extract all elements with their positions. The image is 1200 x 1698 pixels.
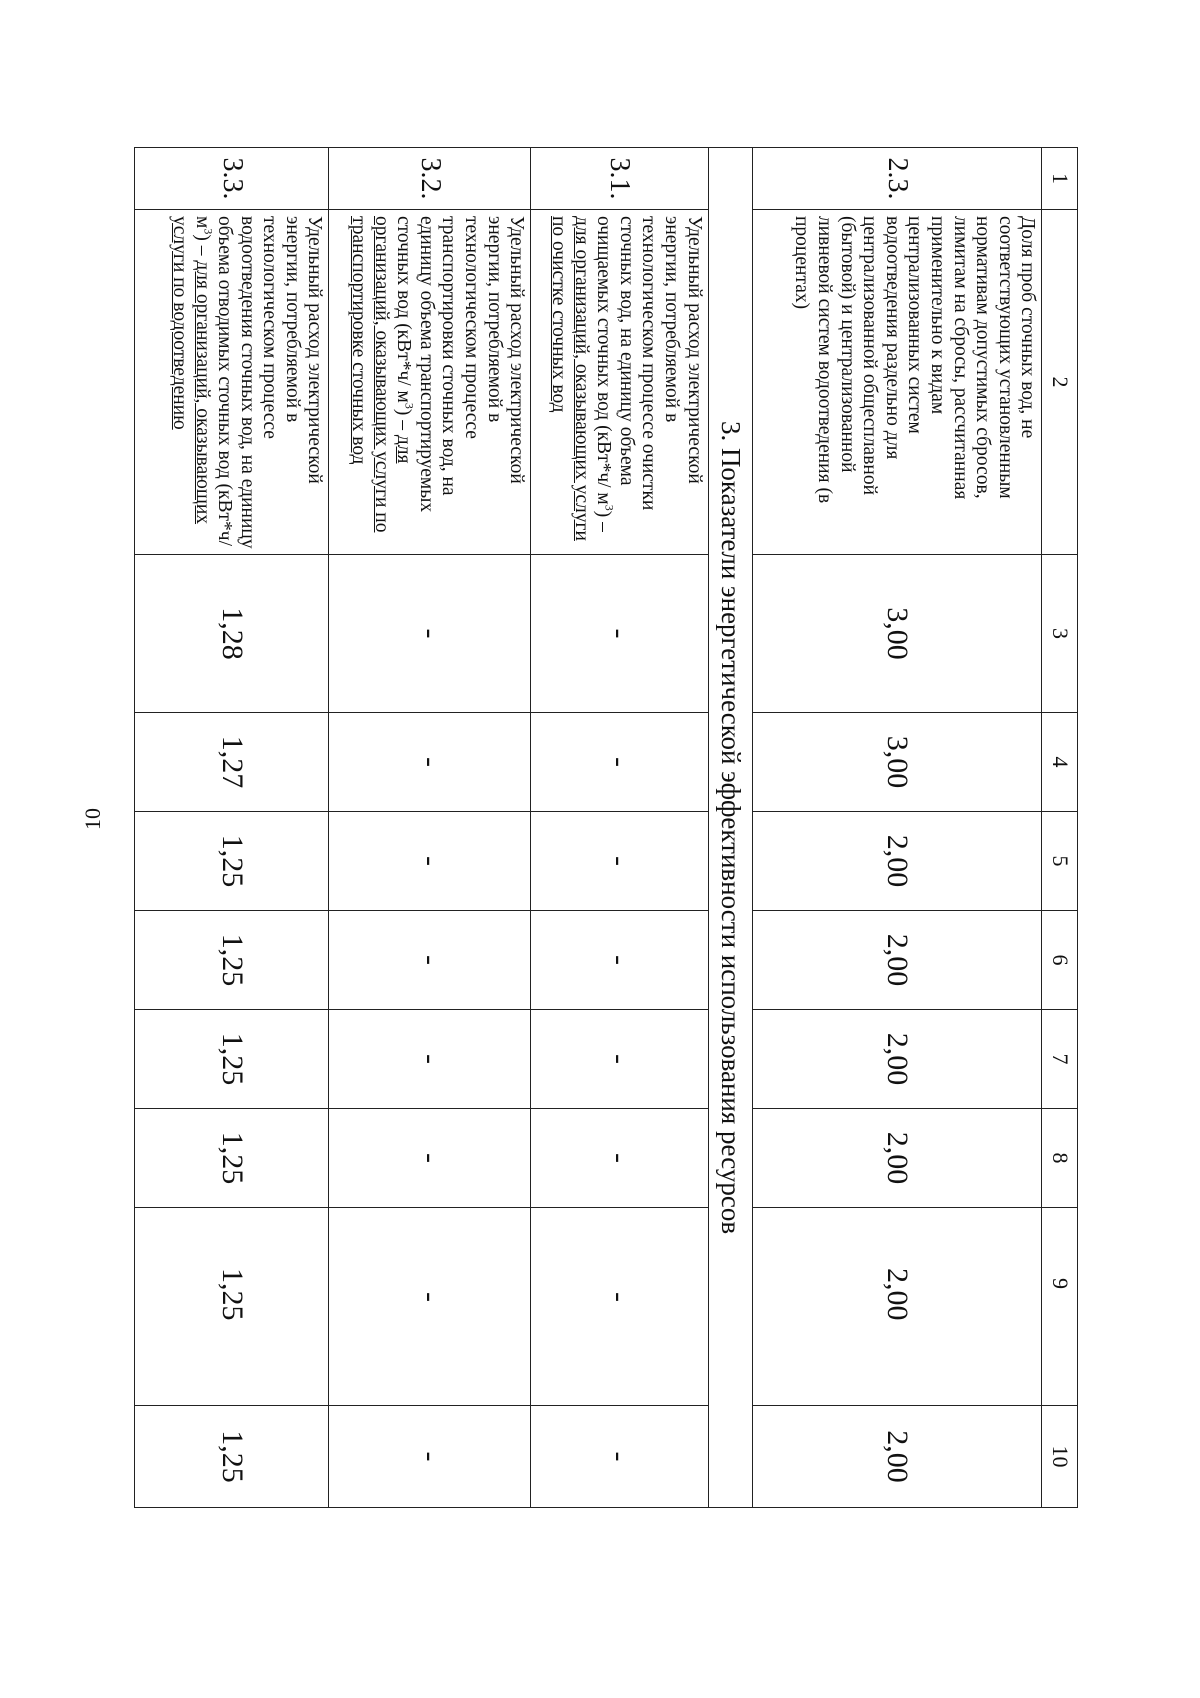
page-number: 10 bbox=[80, 808, 105, 830]
description-text: Удельный расход электрической энергии, потребляемой в технологическом процессе водоотведения сточных вод, на единицу объема отводимых сточных вод (кВт*ч/ м bbox=[191, 216, 326, 549]
value-cell: - bbox=[531, 1406, 708, 1508]
indicator-description bbox=[531, 210, 708, 555]
value-cell: 3,00 bbox=[752, 555, 1042, 713]
indicator-description bbox=[329, 210, 531, 555]
value-cell: 1,25 bbox=[135, 911, 330, 1010]
table-row-3-1 bbox=[531, 148, 708, 1508]
value-cell: 1,25 bbox=[135, 1406, 330, 1508]
indicator-description bbox=[135, 210, 330, 555]
value-cell: 1,25 bbox=[135, 1010, 330, 1109]
value-cell: 2,00 bbox=[752, 1406, 1042, 1508]
header-cell: 10 bbox=[1042, 1406, 1078, 1508]
row-number: 3.1. bbox=[531, 148, 708, 210]
value-cell: - bbox=[531, 911, 708, 1010]
header-cell: 8 bbox=[1042, 1109, 1078, 1208]
value-cell: 2,00 bbox=[752, 1109, 1042, 1208]
value-cell: 2,00 bbox=[752, 812, 1042, 911]
description-text: Удельный расход электрической энергии, потребляемой в технологическом процессе очистки сточных вод, на единицу объема очищаемых сточных вод (кВт*ч/ м bbox=[593, 216, 705, 511]
superscript: 3 bbox=[402, 402, 417, 409]
header-cell: 1 bbox=[1042, 148, 1078, 210]
superscript: 3 bbox=[602, 504, 617, 511]
value-cell: 1,25 bbox=[135, 1109, 330, 1208]
description-underlined: для организаций, оказывающих услуги по транспортировке сточных вод bbox=[348, 216, 415, 533]
indicator-description: Доля проб сточных вод, не соответствующих установленным нормативам допустимых сбросов, лимитам на сбросы, рассчитанная применительно к видам централизованных систем водоотведения раздельно для централизованной общесплавной (бытовой) и централизованной ливневой систем водоотведения (в процентах) bbox=[752, 210, 1042, 555]
description-text: Удельный расход электрической энергии, потребляемой в технологическом процессе транспортировки сточных вод, на единицу объема транспортируемых сточных вод (кВт*ч/ м bbox=[393, 216, 528, 513]
header-cell: 5 bbox=[1042, 812, 1078, 911]
value-cell: - bbox=[329, 713, 531, 812]
value-cell: 1,25 bbox=[135, 1208, 330, 1406]
value-cell: - bbox=[531, 1109, 708, 1208]
row-number: 2.3. bbox=[752, 148, 1042, 210]
table-row-3-3 bbox=[135, 148, 330, 1508]
value-cell: - bbox=[329, 1010, 531, 1109]
table-row-2-3 bbox=[752, 148, 1042, 1508]
description-underlined: для организаций, оказывающих услуги по очистке сточных вод bbox=[548, 216, 592, 541]
header-cell: 2 bbox=[1042, 210, 1078, 555]
value-cell: - bbox=[329, 911, 531, 1010]
value-cell: 1,27 bbox=[135, 713, 330, 812]
value-cell: - bbox=[329, 555, 531, 713]
table-row-3-2 bbox=[329, 148, 531, 1508]
superscript: 3 bbox=[201, 228, 216, 235]
rotated-table-container bbox=[134, 147, 1078, 1507]
header-cell: 6 bbox=[1042, 911, 1078, 1010]
value-cell: - bbox=[329, 1109, 531, 1208]
value-cell: - bbox=[329, 812, 531, 911]
value-cell: - bbox=[531, 1208, 708, 1406]
value-cell: - bbox=[329, 1406, 531, 1508]
row-number: 3.2. bbox=[329, 148, 531, 210]
description-underlined: для организаций, оказывающих услуги по водоотведению bbox=[168, 216, 213, 525]
value-cell: 3,00 bbox=[752, 713, 1042, 812]
header-cell: 3 bbox=[1042, 555, 1078, 713]
value-cell: 2,00 bbox=[752, 1010, 1042, 1109]
value-cell: 1,25 bbox=[135, 812, 330, 911]
indicators-table bbox=[134, 147, 1078, 1508]
header-cell: 4 bbox=[1042, 713, 1078, 812]
column-number-header bbox=[1042, 148, 1078, 1508]
section-3-title: 3. Показатели энергетической эффективности использования ресурсов bbox=[708, 148, 752, 1508]
value-cell: - bbox=[531, 1010, 708, 1109]
value-cell: 2,00 bbox=[752, 1208, 1042, 1406]
value-cell: - bbox=[329, 1208, 531, 1406]
value-cell: 1,28 bbox=[135, 555, 330, 713]
value-cell: 2,00 bbox=[752, 911, 1042, 1010]
description-text: ) – bbox=[593, 510, 615, 532]
description-text: ) – bbox=[393, 408, 415, 431]
value-cell: - bbox=[531, 713, 708, 812]
description-text: ) – bbox=[191, 234, 213, 256]
header-cell: 9 bbox=[1042, 1208, 1078, 1406]
value-cell: - bbox=[531, 555, 708, 713]
section-3-row bbox=[708, 148, 752, 1508]
header-cell: 7 bbox=[1042, 1010, 1078, 1109]
row-number: 3.3. bbox=[135, 148, 330, 210]
value-cell: - bbox=[531, 812, 708, 911]
